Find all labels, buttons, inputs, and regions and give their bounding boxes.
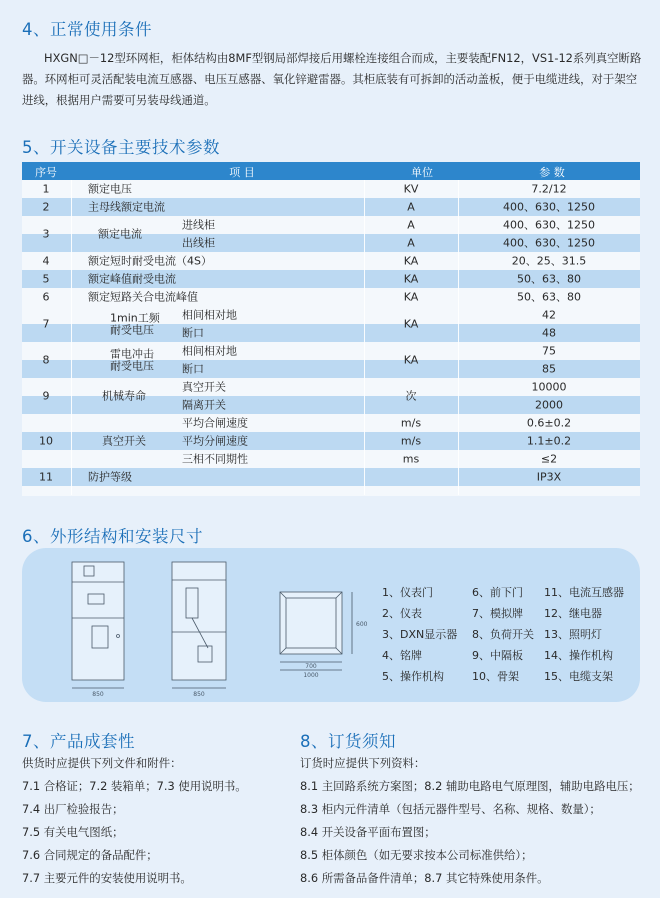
section-7-item: 7.4 出厂检验报告； — [22, 802, 124, 816]
row10-no: 10 — [39, 434, 53, 448]
row4-no: 4 — [42, 254, 50, 268]
legend-item: 2、仪表 — [382, 607, 422, 620]
plan-view-drawing — [280, 592, 352, 670]
row2-no: 2 — [42, 200, 50, 214]
row1-item: 额定电压 — [88, 182, 132, 196]
row9-sub1: 真空开关 — [182, 380, 226, 394]
legend-item: 10、骨架 — [472, 670, 519, 683]
row9-unit: 次 — [405, 389, 417, 403]
row6-no: 6 — [42, 290, 50, 304]
section-7-item: 7.7 主要元件的安装使用说明书。 — [22, 871, 192, 885]
row7-unit: KA — [403, 317, 419, 331]
row9-sub2: 隔离开关 — [182, 398, 226, 412]
row7-item-line1: 1min工频 — [110, 311, 160, 325]
row8-sub1: 相间相对地 — [182, 344, 237, 358]
row11-item: 防护等级 — [88, 470, 132, 484]
row1-no: 1 — [42, 182, 50, 196]
section-8-intro: 订货时应提供下列资料： — [300, 756, 426, 770]
row10-sub3: 三相不同期性 — [182, 452, 248, 466]
row10-unit3: ms — [402, 452, 420, 466]
row3-unit2: A — [407, 236, 415, 250]
row11-value: IP3X — [536, 470, 562, 484]
row7-value1: 42 — [542, 308, 556, 322]
front-width-dim: 850 — [92, 691, 104, 698]
section-7-item: 7.6 合同规定的备品配件； — [22, 848, 158, 862]
plan-height-dim: 600 — [356, 621, 368, 628]
row10-value2: 1.1±0.2 — [526, 434, 572, 448]
row8-value2: 85 — [542, 362, 556, 376]
row2-value: 400、630、1250 — [503, 200, 595, 214]
row4-unit: KA — [403, 254, 419, 268]
row6-value: 50、63、80 — [517, 290, 581, 304]
row8-item-line1: 雷电冲击 — [110, 347, 154, 361]
row7-sub2: 断口 — [182, 326, 204, 340]
section-7-item: 7.1 合格证；7.2 装箱单；7.3 使用说明书。 — [22, 779, 247, 793]
row11-no: 11 — [39, 470, 53, 484]
section-8-item: 8.4 开关设备平面布置图； — [300, 825, 436, 839]
legend-item: 1、仪表门 — [382, 586, 433, 599]
row3-value2: 400、630、1250 — [503, 236, 595, 250]
legend-item: 11、电流互感器 — [544, 586, 624, 599]
section-8-item: 8.1 主回路系统方案图；8.2 辅助电路电气原理图，辅助电路电压； — [300, 779, 640, 793]
section-6-title: 6、外形结构和安装尺寸 — [22, 527, 203, 546]
front-view-drawing — [72, 562, 124, 688]
row10-value3: ≤2 — [540, 452, 558, 466]
section-8-title: 8、订货须知 — [300, 732, 396, 751]
row9-item: 机械寿命 — [102, 389, 146, 403]
row3-value1: 400、630、1250 — [503, 218, 595, 232]
legend-item: 3、DXN显示器 — [382, 628, 458, 641]
plan-width-dim: 700 — [305, 663, 317, 670]
row5-no: 5 — [42, 272, 50, 286]
section-8-item: 8.3 柜内元件清单（包括元器件型号、名称、规格、数量）； — [300, 802, 601, 816]
side-width-dim: 850 — [193, 691, 205, 698]
row10-sub1: 平均合闸速度 — [182, 416, 248, 430]
header-unit: 单位 — [411, 166, 433, 179]
row10-item: 真空开关 — [102, 434, 146, 448]
row4-value: 20、25、31.5 — [511, 254, 587, 268]
header-value: 参 数 — [539, 166, 565, 179]
row3-unit1: A — [407, 218, 415, 232]
legend-item: 5、操作机构 — [382, 670, 444, 683]
row9-value2: 2000 — [535, 398, 563, 412]
plan-depth-dim: 1000 — [303, 672, 319, 679]
row8-item-line2: 耐受电压 — [110, 359, 154, 373]
row9-no: 9 — [42, 389, 50, 403]
row8-unit: KA — [403, 353, 419, 367]
row4-item: 额定短时耐受电流（4S） — [88, 254, 212, 268]
table-header — [22, 162, 640, 180]
section-7-intro: 供货时应提供下列文件和附件： — [22, 756, 182, 770]
header-item: 项 目 — [229, 166, 255, 179]
side-view-drawing — [172, 562, 226, 688]
row10-unit2: m/s — [400, 434, 422, 448]
row3-item: 额定电流 — [98, 227, 142, 241]
drawing-panel — [22, 548, 640, 702]
legend-item: 6、前下门 — [472, 586, 523, 599]
row10-sub2: 平均分闸速度 — [182, 434, 248, 448]
row10-unit1: m/s — [400, 416, 422, 430]
row8-sub2: 断口 — [182, 362, 204, 376]
legend-item: 4、铭牌 — [382, 649, 422, 662]
row6-unit: KA — [403, 290, 419, 304]
row8-no: 8 — [42, 353, 50, 367]
row5-item: 额定峰值耐受电流 — [88, 272, 176, 286]
row8-value1: 75 — [542, 344, 556, 358]
row7-item-line2: 耐受电压 — [110, 323, 154, 337]
section-4-paragraph: HXGN□－12型环网柜，柜体结构由8MF型钢局部焊接后用螺栓连接组合而成，主要装配FN12，VS1-12系列真空断路器。环网柜可灵活配装电流互感器、电压互感器、氧化锌避雷器。其柜底装有可拆卸的活动盖板，便于电缆进线，对于架空进线，根据用户需要可另装母线通道。 — [22, 51, 642, 107]
header-no: 序号 — [35, 166, 57, 179]
row5-value: 50、63、80 — [517, 272, 581, 286]
legend-item: 12、继电器 — [544, 607, 602, 620]
legend-item: 15、电缆支架 — [544, 670, 613, 683]
row3-sub2: 出线柜 — [182, 236, 215, 250]
legend-item: 14、操作机构 — [544, 649, 613, 662]
row2-item: 主母线额定电流 — [88, 200, 165, 214]
row2-unit: A — [407, 200, 415, 214]
row3-sub1: 进线柜 — [182, 218, 215, 232]
row7-no: 7 — [42, 317, 50, 331]
section-8-item: 8.5 柜体颜色（如无要求按本公司标准供给）； — [300, 848, 533, 862]
section-5-title: 5、开关设备主要技术参数 — [22, 138, 220, 157]
legend-item: 13、照明灯 — [544, 628, 602, 641]
row9-value1: 10000 — [531, 380, 567, 394]
row1-unit: KV — [403, 182, 419, 196]
section-7-title: 7、产品成套性 — [22, 732, 135, 751]
row5-unit: KA — [403, 272, 419, 286]
row10-value1: 0.6±0.2 — [526, 416, 572, 430]
section-7-item: 7.5 有关电气图纸； — [22, 825, 124, 839]
section-8-item: 8.6 所需备品备件清单；8.7 其它特殊使用条件。 — [300, 871, 549, 885]
section-4-title: 4、正常使用条件 — [22, 20, 152, 39]
legend-item: 8、负荷开关 — [472, 628, 534, 641]
row7-sub1: 相间相对地 — [182, 308, 237, 322]
row6-item: 额定短路关合电流峰值 — [88, 290, 198, 304]
row1-value: 7.2/12 — [531, 182, 567, 196]
row3-no: 3 — [42, 227, 50, 241]
row7-value2: 48 — [542, 326, 556, 340]
legend-item: 7、模拟牌 — [472, 607, 523, 620]
legend-item: 9、中隔板 — [472, 649, 523, 662]
